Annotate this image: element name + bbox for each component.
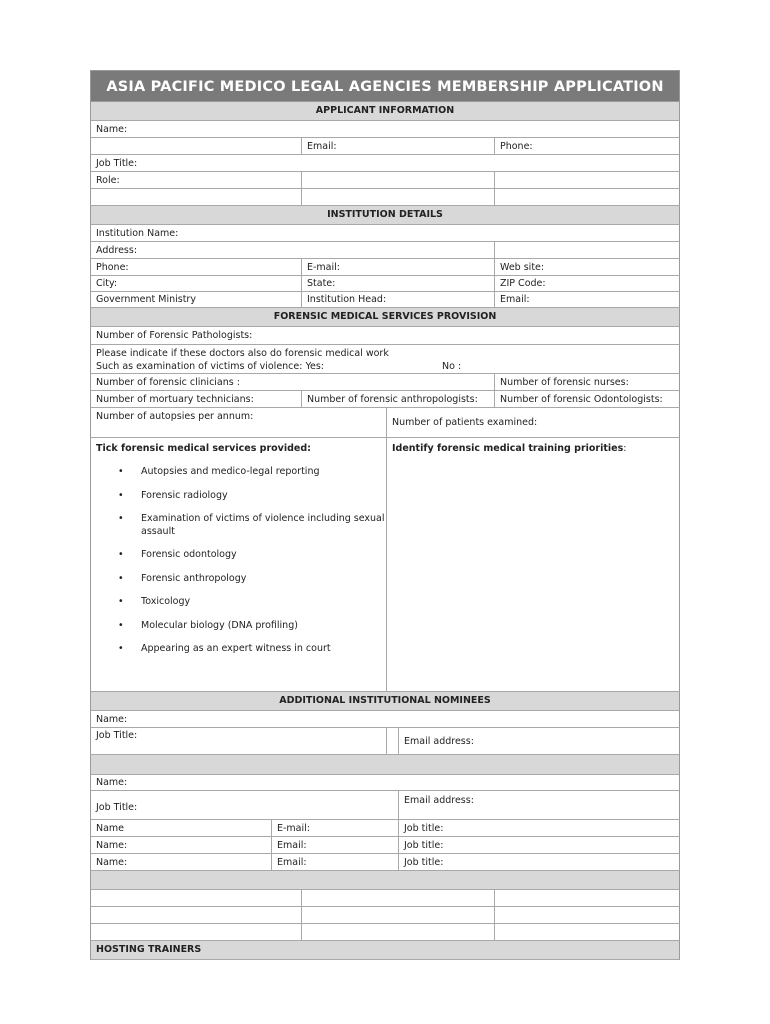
service-label: Autopsies and medico-legal reporting bbox=[141, 466, 320, 477]
pathologists-row[interactable] bbox=[90, 327, 680, 345]
applicant-blank-cell-1[interactable] bbox=[91, 189, 301, 205]
service-item[interactable] bbox=[96, 573, 386, 586]
indicate-line-2-yes[interactable]: Such as examination of victims of violence: Yes: bbox=[96, 360, 325, 372]
blank-grid-cell[interactable] bbox=[91, 924, 301, 940]
services-row bbox=[90, 438, 680, 692]
applicant-role-blank-2[interactable] bbox=[301, 172, 494, 188]
nominee2-job-field[interactable]: Job Title: bbox=[96, 801, 138, 813]
applicant-section-heading: APPLICANT INFORMATION bbox=[90, 102, 680, 121]
institution-phone-field[interactable]: Phone: bbox=[96, 261, 129, 273]
nominee1-email-field[interactable]: Email address: bbox=[398, 728, 681, 754]
indicate-line-2-wrap bbox=[96, 361, 676, 374]
training-priorities-field[interactable] bbox=[386, 438, 681, 691]
form-title: ASIA PACIFIC MEDICO LEGAL AGENCIES MEMBERSHIP APPLICATION bbox=[90, 70, 680, 102]
institution-website-field[interactable]: Web site: bbox=[494, 259, 681, 275]
nominees-section-heading: ADDITIONAL INSTITUTIONAL NOMINEES bbox=[90, 692, 680, 711]
training-priorities-heading: Identify forensic medical training priorities bbox=[392, 443, 624, 454]
nominee-email-field[interactable]: Email: bbox=[271, 854, 398, 870]
institution-address-blank[interactable] bbox=[494, 242, 681, 258]
service-item[interactable] bbox=[96, 549, 386, 562]
service-item[interactable] bbox=[96, 643, 386, 656]
nominee-rows bbox=[90, 820, 680, 871]
applicant-role-field[interactable]: Role: bbox=[96, 174, 120, 186]
nominee-email-field[interactable]: Email: bbox=[271, 837, 398, 853]
tick-services-heading: Tick forensic medical services provided: bbox=[96, 443, 311, 454]
applicant-name-label: Name: bbox=[96, 123, 128, 135]
institution-zip-field[interactable]: ZIP Code: bbox=[494, 276, 681, 291]
applicant-role-blank-3[interactable] bbox=[494, 172, 681, 188]
institution-section-heading: INSTITUTION DETAILS bbox=[90, 206, 680, 225]
service-item[interactable] bbox=[96, 513, 386, 538]
blank-grid-cell[interactable] bbox=[494, 924, 681, 940]
blank-grid-cell[interactable] bbox=[91, 890, 301, 906]
bullet-icon: • bbox=[118, 596, 124, 607]
services-column bbox=[91, 438, 386, 691]
patients-field[interactable]: Number of patients examined: bbox=[386, 408, 681, 437]
clinicians-row bbox=[90, 374, 680, 391]
applicant-job-title-row[interactable] bbox=[90, 155, 680, 172]
odontologists-field[interactable]: Number of forensic Odontologists: bbox=[494, 391, 681, 407]
institution-phone-row bbox=[90, 259, 680, 276]
institution-city-row bbox=[90, 276, 680, 292]
indicate-row bbox=[90, 345, 680, 374]
nominee-name-field[interactable]: Name: bbox=[96, 839, 128, 851]
nominee2-job-row bbox=[90, 791, 680, 820]
nominee2-name-row[interactable] bbox=[90, 775, 680, 791]
mortuary-field[interactable]: Number of mortuary technicians: bbox=[96, 393, 254, 405]
bullet-icon: • bbox=[118, 619, 124, 631]
nominees-shaded-spacer bbox=[90, 755, 680, 775]
service-item[interactable] bbox=[96, 490, 386, 503]
autopsies-row bbox=[90, 408, 680, 438]
anthropologists-field[interactable]: Number of forensic anthropologists: bbox=[301, 391, 494, 407]
service-label: Forensic radiology bbox=[141, 489, 228, 501]
pathologists-label: Number of Forensic Pathologists: bbox=[96, 330, 253, 341]
blank-grid-cell[interactable] bbox=[301, 907, 494, 923]
autopsies-field[interactable]: Number of autopsies per annum: bbox=[96, 411, 254, 422]
nominee1-name-row[interactable] bbox=[90, 711, 680, 728]
hosting-trainers-heading: HOSTING TRAINERS bbox=[90, 941, 680, 960]
nominee-email-field[interactable]: E-mail: bbox=[271, 820, 398, 836]
nominee-job-field[interactable]: Job title: bbox=[398, 854, 681, 870]
institution-state-field[interactable]: State: bbox=[301, 276, 494, 291]
nominees-shaded-spacer-2 bbox=[90, 871, 680, 890]
blank-grid-cell[interactable] bbox=[494, 907, 681, 923]
blank-grid-row-2 bbox=[90, 907, 680, 924]
institution-name-label: Institution Name: bbox=[96, 227, 179, 239]
applicant-role-row bbox=[90, 172, 680, 189]
applicant-blank-row bbox=[90, 189, 680, 206]
membership-application-form bbox=[90, 70, 680, 960]
bullet-icon: • bbox=[118, 643, 124, 654]
bullet-icon: • bbox=[118, 489, 124, 501]
nominee-job-field[interactable]: Job title: bbox=[398, 820, 681, 836]
nominee-row bbox=[90, 854, 680, 871]
service-label: Forensic anthropology bbox=[141, 572, 247, 584]
bullet-icon: • bbox=[118, 513, 124, 524]
nurses-field[interactable]: Number of forensic nurses: bbox=[494, 374, 681, 390]
blank-grid-cell[interactable] bbox=[301, 924, 494, 940]
mortuary-row bbox=[90, 391, 680, 408]
nominee-job-field[interactable]: Job title: bbox=[398, 837, 681, 853]
service-label: Toxicology bbox=[141, 596, 191, 607]
institution-head-email-field[interactable]: Email: bbox=[494, 292, 681, 307]
service-label: Molecular biology (DNA profiling) bbox=[141, 619, 298, 631]
bullet-icon: • bbox=[118, 549, 124, 560]
training-priorities-colon: : bbox=[623, 443, 627, 454]
applicant-email-field[interactable]: Email: bbox=[301, 138, 494, 154]
service-item[interactable] bbox=[96, 466, 386, 479]
services-list bbox=[96, 466, 385, 656]
blank-grid-cell[interactable] bbox=[494, 890, 681, 906]
institution-ministry-row bbox=[90, 292, 680, 308]
blank-grid-row-3 bbox=[90, 924, 680, 941]
nominee1-job-row bbox=[90, 728, 680, 755]
nominee-name-field[interactable]: Name: bbox=[96, 856, 128, 868]
blank-grid-cell[interactable] bbox=[91, 907, 301, 923]
nominee-name-field[interactable]: Name bbox=[96, 822, 125, 834]
applicant-phone-field[interactable]: Phone: bbox=[494, 138, 681, 154]
institution-address-field[interactable]: Address: bbox=[96, 244, 138, 256]
indicate-no[interactable]: No : bbox=[442, 360, 462, 372]
nominee-row bbox=[90, 820, 680, 837]
nominee2-email-field[interactable]: Email address: bbox=[398, 791, 681, 819]
applicant-job-title-label: Job Title: bbox=[96, 157, 138, 169]
service-label: Examination of victims of violence including sexual assault bbox=[141, 513, 385, 537]
service-item[interactable] bbox=[96, 620, 386, 633]
institution-address-row bbox=[90, 242, 680, 259]
institution-name-row[interactable] bbox=[90, 225, 680, 242]
applicant-blank-cell-2[interactable] bbox=[301, 189, 494, 205]
applicant-blank-cell-3[interactable] bbox=[494, 189, 681, 205]
service-item[interactable] bbox=[96, 596, 386, 609]
applicant-name-row[interactable] bbox=[90, 121, 680, 138]
nominee-row bbox=[90, 837, 680, 854]
nominee1-divider-cell bbox=[386, 728, 398, 754]
nominee2-name-label: Name: bbox=[96, 777, 128, 788]
institution-ministry-field[interactable]: Government Ministry bbox=[96, 294, 196, 305]
bullet-icon: • bbox=[118, 466, 124, 477]
bullet-icon: • bbox=[118, 572, 124, 584]
nominee1-job-field[interactable]: Job Title: bbox=[96, 730, 138, 741]
indicate-line-1: Please indicate if these doctors also do forensic medical work bbox=[96, 348, 389, 359]
clinicians-field[interactable]: Number of forensic clinicians : bbox=[96, 376, 240, 388]
institution-email-field[interactable]: E-mail: bbox=[301, 259, 494, 275]
service-label: Forensic odontology bbox=[141, 549, 237, 560]
applicant-contact-row bbox=[90, 138, 680, 155]
service-label: Appearing as an expert witness in court bbox=[141, 643, 331, 654]
blank-grid-row-1 bbox=[90, 890, 680, 907]
institution-city-field[interactable]: City: bbox=[96, 278, 118, 289]
institution-head-field[interactable]: Institution Head: bbox=[301, 292, 494, 307]
blank-grid-cell[interactable] bbox=[301, 890, 494, 906]
applicant-contact-blank[interactable] bbox=[91, 138, 301, 154]
nominee1-name-label: Name: bbox=[96, 713, 128, 725]
forensic-section-heading: FORENSIC MEDICAL SERVICES PROVISION bbox=[90, 308, 680, 327]
indicate-text bbox=[91, 348, 681, 373]
